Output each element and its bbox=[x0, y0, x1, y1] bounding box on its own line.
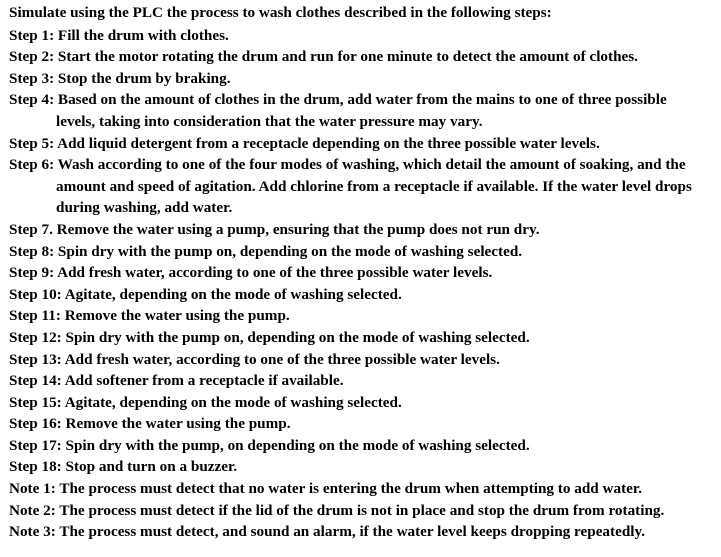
step-9 bbox=[9, 262, 715, 284]
document-body bbox=[9, 2, 715, 543]
step-text: Step 15: Agitate, depending on the mode of washing selected. bbox=[9, 393, 402, 411]
step-7 bbox=[9, 219, 715, 241]
step-4 bbox=[9, 89, 715, 132]
step-14 bbox=[9, 370, 715, 392]
step-12 bbox=[9, 327, 715, 349]
step-text: Step 18: Stop and turn on a buzzer. bbox=[9, 458, 238, 476]
step-text: Step 4: Based on the amount of clothes in the drum, add water from the mains to one of three possible bbox=[9, 91, 667, 109]
step-18 bbox=[9, 456, 715, 478]
step-text-continuation: levels, taking into consideration that the water pressure may vary. bbox=[56, 112, 483, 130]
step-5 bbox=[9, 133, 715, 155]
note-2: Note 2: The process must detect if the lid of the drum is not in place and stop the drum from rotating. bbox=[9, 501, 665, 519]
step-6 bbox=[9, 154, 715, 219]
step-text-continuation: amount and speed of agitation. Add chlorine from a receptacle if available. If the water level drops bbox=[56, 177, 692, 195]
step-8 bbox=[9, 241, 715, 263]
step-11 bbox=[9, 305, 715, 327]
step-text-continuation: during washing, add water. bbox=[56, 199, 233, 217]
step-13 bbox=[9, 349, 715, 371]
step-text: Step 14: Add softener from a receptacle if available. bbox=[9, 372, 344, 390]
step-text: Step 17: Spin dry with the pump, on depending on the mode of washing selected. bbox=[9, 436, 530, 454]
step-text: Step 1: Fill the drum with clothes. bbox=[9, 26, 229, 44]
step-1 bbox=[9, 25, 715, 47]
step-text: Step 10: Agitate, depending on the mode of washing selected. bbox=[9, 285, 402, 303]
step-text: Step 6: Wash according to one of the four modes of washing, which detail the amount of soaking, and the bbox=[9, 156, 686, 174]
step-text: Step 8: Spin dry with the pump on, depending on the mode of washing selected. bbox=[9, 242, 523, 260]
intro-text: Simulate using the PLC the process to wash clothes described in the following steps: bbox=[9, 4, 552, 21]
step-17 bbox=[9, 435, 715, 457]
step-text: Step 7. Remove the water using a pump, ensuring that the pump does not run dry. bbox=[9, 220, 540, 238]
step-text: Step 16: Remove the water using the pump. bbox=[9, 415, 291, 433]
note-3: Note 3: The process must detect, and sound an alarm, if the water level keeps dropping repeatedly. bbox=[9, 523, 646, 541]
step-text: Step 12: Spin dry with the pump on, depending on the mode of washing selected. bbox=[9, 328, 530, 346]
step-2 bbox=[9, 46, 715, 68]
step-16 bbox=[9, 413, 715, 435]
step-text: Step 9: Add fresh water, according to one of the three possible water levels. bbox=[9, 264, 493, 282]
step-3 bbox=[9, 68, 715, 90]
step-text: Step 11: Remove the water using the pump. bbox=[9, 307, 290, 325]
step-text: Step 3: Stop the drum by braking. bbox=[9, 69, 231, 87]
step-15 bbox=[9, 392, 715, 414]
step-text: Step 2: Start the motor rotating the drum and run for one minute to detect the amount of clothes. bbox=[9, 48, 638, 66]
step-text: Step 5: Add liquid detergent from a receptacle depending on the three possible water levels. bbox=[9, 134, 600, 152]
step-10 bbox=[9, 284, 715, 306]
step-text: Step 13: Add fresh water, according to one of the three possible water levels. bbox=[9, 350, 500, 368]
note-1: Note 1: The process must detect that no water is entering the drum when attempting to add water. bbox=[9, 480, 643, 498]
